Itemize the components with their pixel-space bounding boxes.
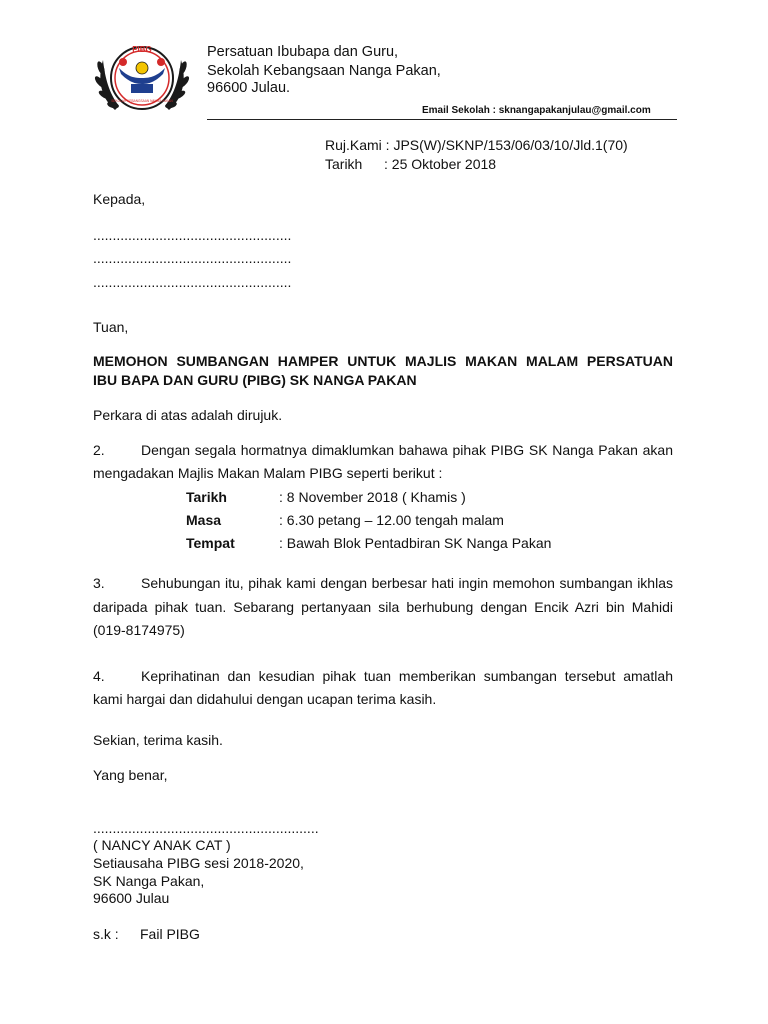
school-email: Email Sekolah : sknangapakanjulau@gmail.com (422, 105, 651, 116)
detail-label-tarikh: Tarikh (186, 489, 227, 505)
para2-number: 2. (93, 442, 105, 458)
header-line-1: Persatuan Ibubapa dan Guru, (207, 44, 399, 60)
header-line-3: 96600 Julau. (207, 80, 291, 96)
logo-text: PIBG (132, 45, 152, 54)
detail-label-tempat: Tempat (186, 535, 235, 551)
header-line-2: Sekolah Kebangsaan Nanga Pakan, (207, 63, 441, 79)
para4-line-1: Keprihatinan dan kesudian pihak tuan memberikan sumbangan tersebut amatlah (141, 668, 673, 684)
closing-thanks: Sekian, terima kasih. (93, 732, 223, 748)
header-divider (207, 119, 677, 120)
subject-line-1: MEMOHON SUMBANGAN HAMPER UNTUK MAJLIS MAKAN MALAM PERSATUAN (93, 353, 673, 369)
para3-line-1: Sehubungan itu, pihak kami dengan berbesar hati ingin memohon sumbangan ikhlas (141, 575, 673, 591)
subject-line-2: IBU BAPA DAN GURU (PIBG) SK NANGA PAKAN (93, 372, 417, 388)
para4-number: 4. (93, 668, 105, 684)
kepada: Kepada, (93, 191, 146, 207)
sk-label: s.k : (93, 926, 119, 942)
detail-value-masa: : 6.30 petang – 12.00 tengah malam (279, 512, 504, 528)
para4-line-2: kami hargai dan didahului dengan ucapan terima kasih. (93, 691, 437, 707)
para3-line-2: daripada pihak tuan. Sebarang pertanyaan sila berhubung dengan Encik Azri bin Mahidi (93, 599, 673, 615)
signatory-postcode: 96600 Julau (93, 890, 170, 906)
para3-line-3: (019-8174975) (93, 622, 185, 638)
signatory-name: ( NANCY ANAK CAT ) (93, 837, 231, 853)
intro: Perkara di atas adalah dirujuk. (93, 407, 283, 423)
detail-value-tempat: : Bawah Blok Pentadbiran SK Nanga Pakan (279, 535, 552, 551)
sk-value: Fail PIBG (140, 926, 200, 942)
logo-ring-text: SEKOLAH KEBANGSAAN NANGA PAKAN (111, 99, 173, 103)
address-line-3: ................................................... (93, 274, 292, 290)
detail-label-masa: Masa (186, 512, 222, 528)
salutation: Tuan, (93, 319, 129, 335)
signature-line: .......................................................... (93, 820, 319, 836)
pibg-logo (93, 38, 191, 116)
signatory-org: SK Nanga Pakan, (93, 873, 205, 889)
reference-number: Ruj.Kami : JPS(W)/SKNP/153/06/03/10/Jld.1(70) (325, 137, 628, 153)
address-line-2: ................................................... (93, 250, 292, 266)
para2-line-1: Dengan segala hormatnya dimaklumkan bahawa pihak PIBG SK Nanga Pakan akan (141, 442, 673, 458)
para3-number: 3. (93, 575, 105, 591)
para2-line-2: mengadakan Majlis Makan Malam PIBG seperti berikut : (93, 465, 443, 481)
closing-sincerely: Yang benar, (93, 767, 168, 783)
letter-date: : 25 Oktober 2018 (384, 156, 497, 172)
address-line-1: ................................................... (93, 227, 292, 243)
letter-date-label: Tarikh (325, 156, 363, 172)
detail-value-tarikh: : 8 November 2018 ( Khamis ) (279, 489, 466, 505)
signatory-title: Setiausaha PIBG sesi 2018-2020, (93, 855, 304, 871)
